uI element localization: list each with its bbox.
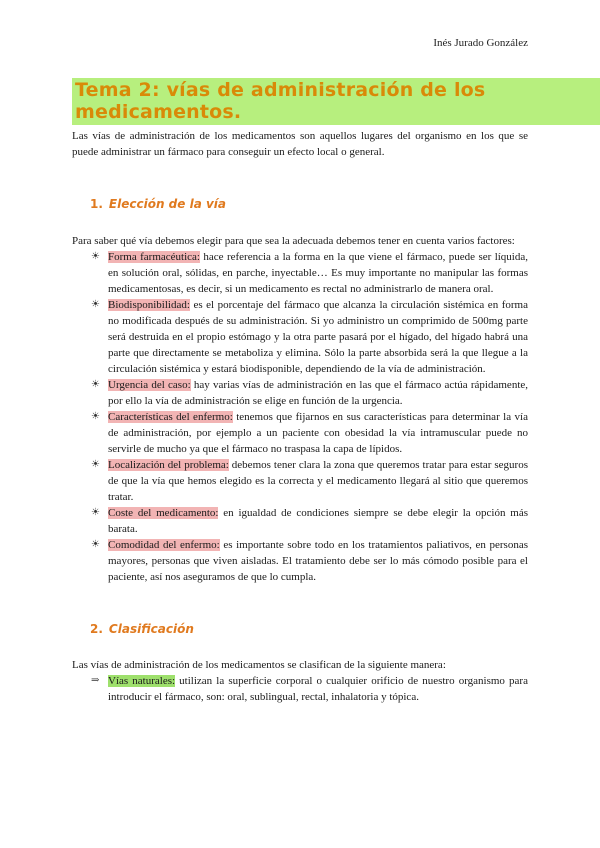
item-term: Características del enfermo:	[108, 411, 233, 423]
item-text: es el porcentaje del fármaco que alcanza la circulación sistémica en forma no modificada después de su administración. Si yo administro un comprimido de 500mg parte será destruida en el propio estómago y la otra parte pasará por el hígado, del hígado habrá una parte que directamente se metaboliza y elimina. Sólo la parte absorbida será la que llegue a la circulación sistémica y estará biodisponible, dependiendo de la vía de administración.	[108, 299, 528, 375]
section-1-title: Elección de la vía	[108, 197, 227, 211]
item-term: Vías naturales:	[108, 675, 176, 687]
item-term: Forma farmacéutica:	[108, 251, 200, 263]
sun-bullet-icon: ☀	[91, 459, 100, 470]
list-item	[91, 673, 528, 705]
item-text: hace referencia a la forma en la que viene el fármaco, puede ser líquida, en solución oral, sólidas, en parche, inyectable… Es muy importante no manipular las formas medicamentosas, es decir, si un medicamento es rectal no administrarlo de manera oral.	[108, 251, 528, 295]
item-text: hay varias vías de administración en las que el fármaco actúa rápidamente, por ello la vía de administración se elige en función de la urgencia.	[108, 379, 529, 407]
author-name: Inés Jurado González	[433, 37, 528, 49]
item-text: tenemos que fijarnos en sus características para determinar la vía de administración, por ejemplo a un paciente con obesidad la vía intramuscular puede no servirle de mucho ya que el fármaco no traspasa la capa de lípidos.	[108, 411, 528, 455]
factors-list	[72, 249, 528, 585]
list-item	[91, 457, 528, 505]
sun-bullet-icon: ☀	[91, 299, 100, 310]
section-1-number: 1.	[90, 197, 103, 211]
list-item	[91, 409, 528, 457]
section-1-lead: Para saber qué vía debemos elegir para que sea la adecuada debemos tener en cuenta varios factores:	[72, 235, 515, 247]
sun-bullet-icon: ☀	[91, 251, 100, 262]
page-title: Tema 2: vías de administración de los medicamentos.	[72, 78, 600, 125]
list-item	[91, 505, 528, 537]
item-term: Coste del medicamento:	[108, 507, 219, 519]
sun-bullet-icon: ☀	[91, 379, 100, 390]
list-item	[91, 249, 528, 297]
list-item	[91, 377, 529, 409]
document-body	[72, 128, 528, 705]
section-2-heading	[90, 621, 528, 637]
sun-bullet-icon: ☀	[91, 411, 100, 422]
classification-list	[72, 673, 528, 705]
item-text: en igualdad de condiciones siempre se debe elegir la opción más barata.	[108, 507, 528, 535]
item-text: utilizan la superficie corporal o cualquier orificio de nuestro organismo para introducir el fármaco, son: oral, sublingual, rectal, inhalatoria y tópica.	[108, 675, 528, 703]
item-term: Biodisponibilidad:	[108, 299, 190, 311]
item-term: Comodidad del enfermo:	[108, 539, 220, 551]
sun-bullet-icon: ☀	[91, 539, 100, 550]
section-2-lead: Las vías de administración de los medicamentos se clasifican de la siguiente manera:	[72, 659, 446, 671]
list-item	[91, 297, 528, 377]
item-term: Localización del problema:	[108, 459, 229, 471]
intro-paragraph: Las vías de administración de los medicamentos son aquellos lugares del organismo en los que se puede administrar un fármaco para conseguir un efecto local o general.	[72, 130, 528, 158]
sun-bullet-icon: ☀	[91, 507, 100, 518]
item-text: debemos tener clara la zona que queremos tratar para estar seguros de que la vía que hemos elegido es la correcta y el medicamento llegará al sitio que queremos tratar.	[108, 459, 528, 503]
item-text: es importante sobre todo en los tratamientos paliativos, en personas mayores, personas que viven aisladas. El tratamiento debe ser lo más cómodo posible para el paciente, así nos aseguramos de que lo cumpla.	[108, 539, 528, 583]
arrow-bullet-icon: ⇒	[91, 675, 100, 686]
section-1-heading	[90, 196, 528, 212]
section-2-number: 2.	[90, 622, 103, 636]
list-item	[91, 537, 528, 585]
item-term: Urgencia del caso:	[108, 379, 191, 391]
section-2-title: Clasificación	[108, 622, 194, 636]
